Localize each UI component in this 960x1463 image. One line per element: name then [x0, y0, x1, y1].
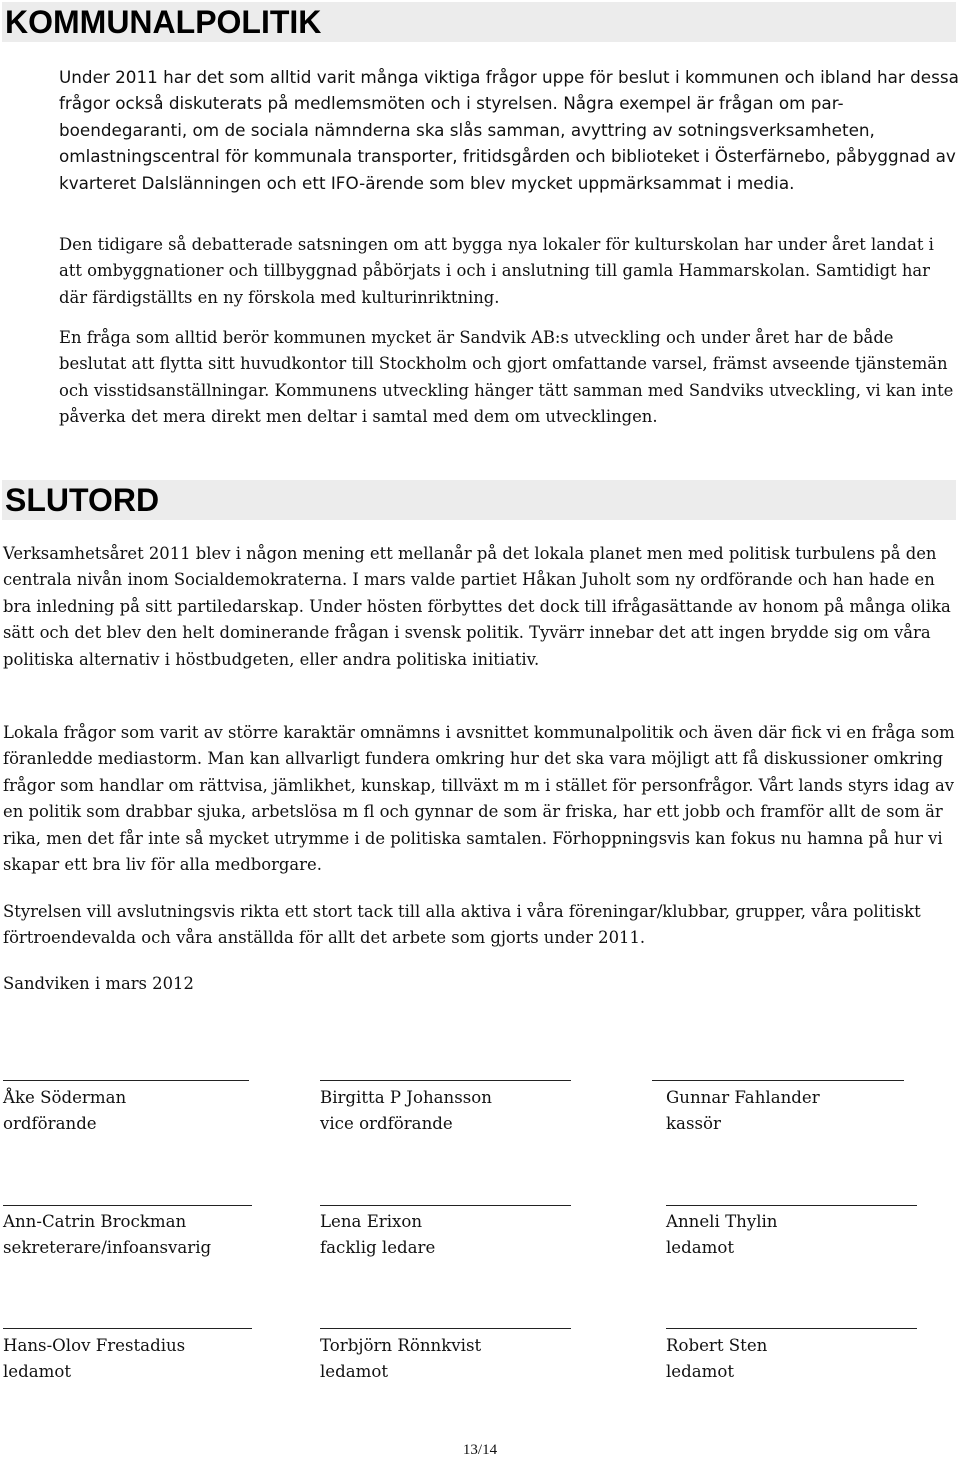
- signatory-name: Anneli Thylin: [666, 1212, 778, 1231]
- signatory: [320, 1085, 492, 1138]
- slutord-paragraph-2: Lokala frågor som varit av större karaktär omnämns i avsnittet kommunalpolitik och även där fick vi en fråga som föranledde mediastorm. Man kan allvarligt fundera omkring hur det ska vara möjligt att få diskussioner omkring frågor som handlar om rättvisa, jämlikhet, kunskap, tillväxt m m i stället för personfrågor. Vårt lands styrs idag av en politik som drabbar sjuka, arbetslösa m fl och gynnar de som är friska, har ett jobb och framför allt de som är rika, men det får inte så mycket utrymme i de politiska samtalen. Förhoppningsvis kan fokus nu hamna på hur vi skapar ett bra liv för alla medborgare.: [3, 723, 955, 875]
- signatory-name: Hans-Olov Frestadius: [3, 1336, 186, 1355]
- signatory-role: ledamot: [320, 1362, 389, 1382]
- signatory: [666, 1209, 778, 1262]
- signatory: [3, 1209, 211, 1262]
- signatory-name: Robert Sten: [666, 1336, 768, 1355]
- signatory-name: Åke Söderman: [3, 1088, 127, 1107]
- signatory-role: ledamot: [666, 1362, 735, 1382]
- signatory-role: ledamot: [3, 1362, 72, 1382]
- signature-line: [666, 1328, 917, 1329]
- signatory-role: facklig ledare: [320, 1238, 436, 1258]
- signatory-role: sekreterare/infoansvarig: [3, 1238, 212, 1258]
- signatory-name: Lena Erixon: [320, 1212, 423, 1231]
- signatory: [3, 1333, 185, 1386]
- signatory-role: ordförande: [3, 1114, 97, 1134]
- kommunalpolitik-paragraph-2: Den tidigare så debatterade satsningen om att bygga nya lokaler för kulturskolan har under året landat i att ombyggnationer och tillbyggnad påbörjats i och i anslutning till gamla Hammarskolan. Samtidigt har där färdigställts en ny förskola med kulturinriktning.: [59, 235, 934, 307]
- signature-line: [320, 1080, 571, 1081]
- signature-line: [652, 1080, 904, 1081]
- signatory: [666, 1085, 820, 1138]
- section-heading-kommunalpolitik: KOMMUNALPOLITIK: [2, 2, 956, 42]
- signatory: [3, 1085, 126, 1138]
- signatory: [320, 1333, 481, 1386]
- signatory-name: Gunnar Fahlander: [666, 1088, 820, 1107]
- slutord-paragraph-1: Verksamhetsåret 2011 blev i någon mening ett mellanår på det lokala planet men med politisk turbulens på den centrala nivån inom Socialdemokraterna. I mars valde partiet Håkan Juholt som ny ordförande och han hade en bra inledning på sitt partiledarskap. Under hösten förbyttes det dock till ifrågasättande av honom på många olika sätt och det blev den helt dominerande frågan i svensk politik. Tyvärr innebar det att ingen brydde sig om våra politiska alternativ i höstbudgeten, eller andra politiska initiativ.: [3, 544, 951, 669]
- signature-line: [3, 1328, 252, 1329]
- signatory: [320, 1209, 435, 1262]
- signature-line: [320, 1205, 571, 1206]
- signatory-role: kassör: [666, 1114, 721, 1134]
- signature-line: [3, 1205, 252, 1206]
- signatory-name: Birgitta P Johansson: [320, 1088, 492, 1107]
- page-number: 13/14: [462, 1442, 498, 1458]
- signatory: [666, 1333, 767, 1386]
- signatory-role: vice ordförande: [320, 1114, 453, 1134]
- signature-line: [666, 1205, 917, 1206]
- signature-line: [320, 1328, 571, 1329]
- signatory-name: Ann-Catrin Brockman: [3, 1212, 187, 1231]
- signatory-role: ledamot: [666, 1238, 735, 1258]
- signatory-name: Torbjörn Rönnkvist: [320, 1336, 482, 1355]
- section-heading-slutord: SLUTORD: [2, 480, 956, 520]
- place-and-date: Sandviken i mars 2012: [3, 974, 194, 993]
- slutord-paragraph-3: Styrelsen vill avslutningsvis rikta ett stort tack till alla aktiva i våra föreningar/klubbar, grupper, våra politiskt förtroendevalda och våra anställda för allt det arbete som gjorts under 2011.: [3, 902, 921, 948]
- signature-line: [3, 1080, 249, 1081]
- kommunalpolitik-paragraph-1: Under 2011 har det som alltid varit många viktiga frågor uppe för beslut i kommunen och ibland har dessa frågor också diskuterats på medlemsmöten och i styrelsen. Några exempel är frågan om par-boendegaranti, om de sociala nämnderna ska slås samman, avyttring av sotningsverksamheten, omlastningscentral för kommunala transporter, fritidsgården och biblioteket i Österfärnebo, påbyggnad av kvarteret Dalslänningen och ett IFO-ärende som blev mycket uppmärksammat i media.: [59, 67, 959, 193]
- kommunalpolitik-paragraph-3: En fråga som alltid berör kommunen mycket är Sandvik AB:s utveckling och under året har de både beslutat att flytta sitt huvudkontor till Stockholm och gjort omfattande varsel, främst avseende tjänstemän och visstidsanställningar. Kommunens utveckling hänger tätt samman med Sandviks utveckling, vi kan inte påverka det mera direkt men deltar i samtal med dem om utvecklingen.: [59, 328, 954, 427]
